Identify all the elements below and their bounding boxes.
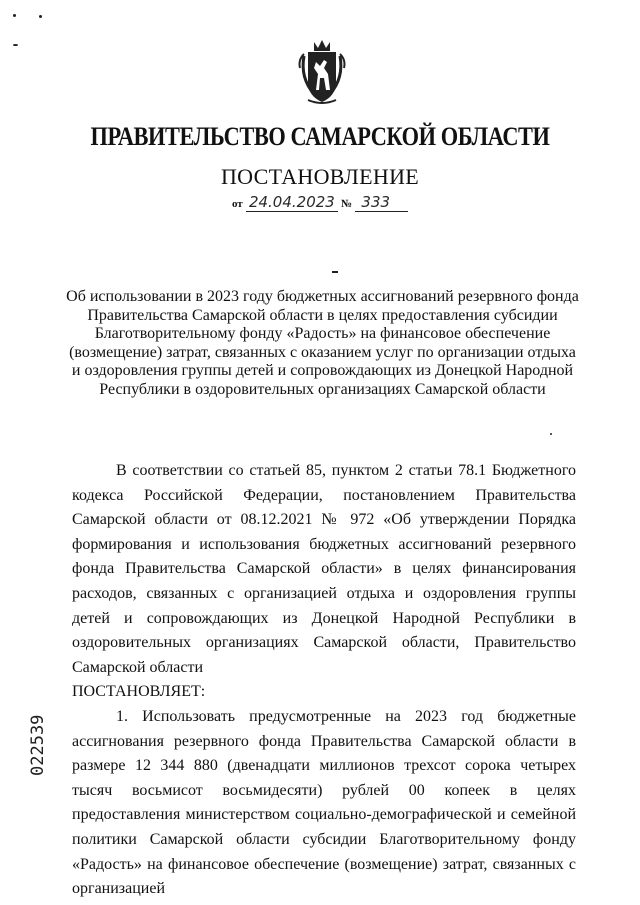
document-type: ПОСТАНОВЛЕНИЕ [220,164,420,189]
scan-speck [13,44,18,46]
separator-mark [332,271,338,273]
document-date: 24.04.2023 [246,193,338,212]
subject-line: и оздоровления группы детей и сопровождающих из Донецкой Народной [71,362,574,380]
date-label: от [231,198,243,210]
date-number-line [0,193,640,211]
subject-line: Правительства Самарской области в целях предоставления субсидии [87,306,558,324]
document-subject [60,288,585,400]
document-number: 333 [355,193,408,212]
preamble-paragraph: В соответствии со статьей 85, пунктом 2 статьи 78.1 Бюджетного кодекса Российской Федерации, постановлением Правительства Самарской области от 08.12.2021 № 972 «Об утверждении Порядка формирования и использования бюджетных ассигнований резервного фонда Правительства Самарской области» в целях финансирования расходов, связанных с организацией отдыха и оздоровления группы детей и сопровождающих из Донецкой Народной Республики в оздоровительных организациях Самарской области, Правительство Самарской области [72,462,576,676]
scan-speck [39,15,42,18]
scan-speck [13,14,16,17]
decree-heading: ПОСТАНОВЛЯЕТ: [72,683,206,701]
item-1-paragraph: 1. Использовать предусмотренные на 2023 год бюджетные ассигнования резервного фонда Правительства Самарской области в размере 12 344 880 (двенадцати миллионов трехсот сорока четырех тысяч восьмисот восьмидесяти) рублей 00 копеек в целях предоставления министерством социально-демографической и семейной политики Самарской области субсидии Благотворительному фонду «Радость» на финансовое обеспечение (возмещение) затрат, связанных с организацией [72,707,576,898]
subject-line: (возмещение) затрат, связанных с оказанием услуг по организации отдыха [69,343,576,361]
government-title: ПРАВИТЕЛЬСТВО САМАРСКОЙ ОБЛАСТИ [90,122,550,151]
document-body [72,459,576,902]
subject-line: Республики в оздоровительных организациях Самарской области [99,380,546,398]
coat-of-arms-icon [294,38,350,106]
number-label: № [341,198,353,210]
subject-line: Благотворительному фонду «Радость» на финансовое обеспечение [94,325,551,343]
subject-line: Об использовании в 2023 году бюджетных ассигнований резервного фонда [66,288,579,305]
margin-stamp-number: 022539 [28,714,48,776]
scan-speck [550,433,552,435]
